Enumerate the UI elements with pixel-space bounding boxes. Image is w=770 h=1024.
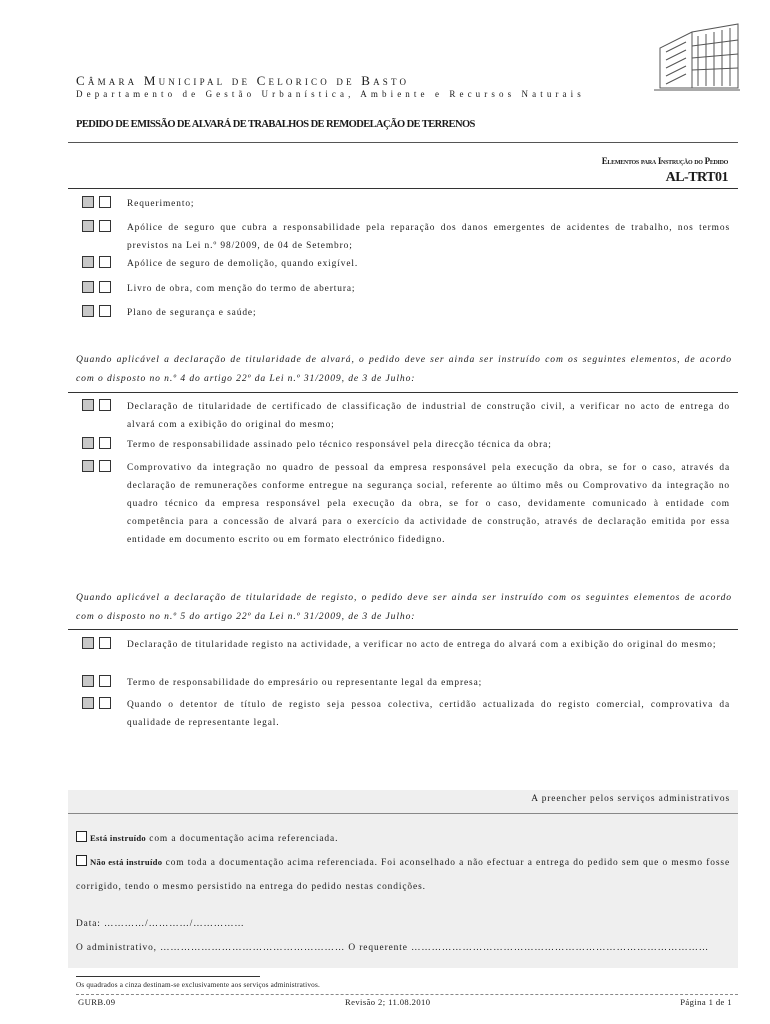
item-text: Termo de responsabilidade do empresário ou representante legal da empresa;: [127, 678, 483, 688]
signature-line[interactable]: O administrativo, ……………………………………………… O requerente ……………………………………………………………………………: [76, 943, 710, 953]
checkbox[interactable]: [99, 220, 111, 232]
option-text: com toda a documentação acima referenciada. Foi aconselhado a não efectuar a entrega do pedido sem que o mesmo fosse corrigido, tendo o mesmo persistido na entrega do pedido nestas condições.: [76, 858, 731, 892]
checklist-item: [80, 195, 730, 213]
admin-option-incomplete: [76, 850, 730, 899]
item-text: Comprovativo da integração no quadro de pessoal da empresa responsável pela execução da obra, se for o caso, através da declaração de remunerações conforme entregue na segurança social, referente ao último mês ou Comprovativo da integração no quadro técnico da empresa responsável pela execução da obra, se for o caso, devidamente comunicado à entidade com competência para a concessão de alvará para o exercício da actividade de construção, através de declaração emitida por essa entidade em documento escrito ou em formato electrónico fidedigno.: [127, 463, 730, 545]
item-text: Plano de segurança e saúde;: [127, 308, 257, 318]
admin-checkbox[interactable]: [82, 196, 94, 208]
item-text: Livro de obra, com menção do termo de abertura;: [127, 284, 356, 294]
admin-checkbox[interactable]: [82, 437, 94, 449]
checkbox[interactable]: [99, 196, 111, 208]
admin-checkbox[interactable]: [82, 256, 94, 268]
option-text: com a documentação acima referenciada.: [146, 834, 339, 844]
section-label: Elementos para Instrução do Pedido: [601, 156, 728, 166]
date-line[interactable]: Data: …………/…………/……………: [76, 919, 245, 929]
option-label: Está instruído: [90, 833, 147, 843]
footer-doc-code: GURB.09: [78, 997, 116, 1007]
admin-checkbox[interactable]: [82, 675, 94, 687]
item-text: Requerimento;: [127, 199, 195, 209]
admin-heading: A preencher pelos serviços administrativos: [531, 794, 730, 804]
checklist-item: [80, 280, 730, 298]
option-label: Não está instruído: [90, 857, 163, 867]
checkbox[interactable]: [99, 305, 111, 317]
checklist-item: [80, 436, 730, 454]
section-intro: Quando aplicável a declaração de titularidade de registo, o pedido deve ser ainda ser instruído com os seguintes elementos de acordo com o disposto no n.º 5 do artigo 22º da Lei n.º 31/2009, de 3 de Julho:: [76, 592, 732, 622]
checklist-item: [80, 304, 730, 322]
item-text: Termo de responsabilidade assinado pelo técnico responsável pela direcção técnica da obra;: [127, 440, 552, 450]
admin-checkbox[interactable]: [82, 281, 94, 293]
department-name: Departamento de Gestão Urbanística, Ambiente e Recursos Naturais: [76, 89, 585, 99]
footer-revision: Revisão 2; 11.08.2010: [345, 997, 431, 1007]
checkbox[interactable]: [99, 437, 111, 449]
footer-rule: [76, 994, 738, 995]
item-text: Apólice de seguro de demolição, quando exigível.: [127, 259, 359, 269]
admin-checkbox[interactable]: [82, 697, 94, 709]
checklist-item: [80, 696, 730, 732]
footer-page-number: Página 1 de 1: [680, 997, 732, 1007]
divider: [68, 392, 738, 393]
form-code: AL-TRT01: [665, 170, 728, 185]
item-text: Declaração de titularidade registo na actividade, a verificar no acto de entrega do alvará com a exibição do original do mesmo;: [127, 640, 717, 650]
admin-checkbox[interactable]: [82, 460, 94, 472]
item-text: Apólice de seguro que cubra a responsabilidade pela reparação dos danos emergentes de acidentes de trabalho, nos termos previstos na Lei n.º 98/2009, de 04 de Setembro;: [127, 223, 730, 251]
divider: [68, 813, 738, 814]
divider: [68, 188, 738, 189]
divider: [68, 142, 738, 143]
checklist-item: [80, 398, 730, 434]
checkbox[interactable]: [99, 399, 111, 411]
footnote-rule: [76, 976, 260, 977]
building-logo-icon: [652, 18, 742, 96]
item-text: Quando o detentor de título de registo seja pessoa colectiva, certidão actualizada do registo comercial, comprovativa da qualidade de representante legal.: [127, 700, 730, 728]
document-title: PEDIDO DE EMISSÃO DE ALVARÁ DE TRABALHOS DE REMODELAÇÃO DE TERRENOS: [76, 119, 475, 130]
checkbox[interactable]: [99, 697, 111, 709]
checklist-item: [80, 674, 730, 692]
checklist-item: [80, 636, 730, 654]
checkbox[interactable]: [99, 281, 111, 293]
admin-checkbox[interactable]: [82, 399, 94, 411]
footnote: Os quadrados a cinza destinam-se exclusivamente aos serviços administrativos.: [76, 981, 320, 989]
section-intro: Quando aplicável a declaração de titularidade de alvará, o pedido deve ser ainda ser instruído com os seguintes elementos, de acordo com o disposto no n.º 4 do artigo 22º da Lei n.º 31/2009, de 3 de Julho:: [76, 354, 732, 384]
checkbox[interactable]: [99, 460, 111, 472]
checkbox[interactable]: [99, 637, 111, 649]
divider: [68, 629, 738, 630]
admin-checkbox[interactable]: [82, 305, 94, 317]
checklist-item: [80, 255, 730, 273]
admin-section: [68, 790, 738, 968]
admin-checkbox[interactable]: [82, 637, 94, 649]
checkbox[interactable]: [76, 831, 87, 842]
checkbox[interactable]: [99, 675, 111, 687]
admin-checkbox[interactable]: [82, 220, 94, 232]
checklist-item: [80, 459, 730, 549]
checkbox[interactable]: [99, 256, 111, 268]
admin-option-complete: [76, 826, 730, 851]
item-text: Declaração de titularidade de certificado de classificação de industrial de construção civil, a verificar no acto de entrega do alvará com a exibição do original do mesmo;: [127, 402, 730, 430]
organization-name: Câmara Municipal de Celorico de Basto: [76, 73, 410, 88]
checklist-item: [80, 219, 730, 255]
checkbox[interactable]: [76, 855, 87, 866]
